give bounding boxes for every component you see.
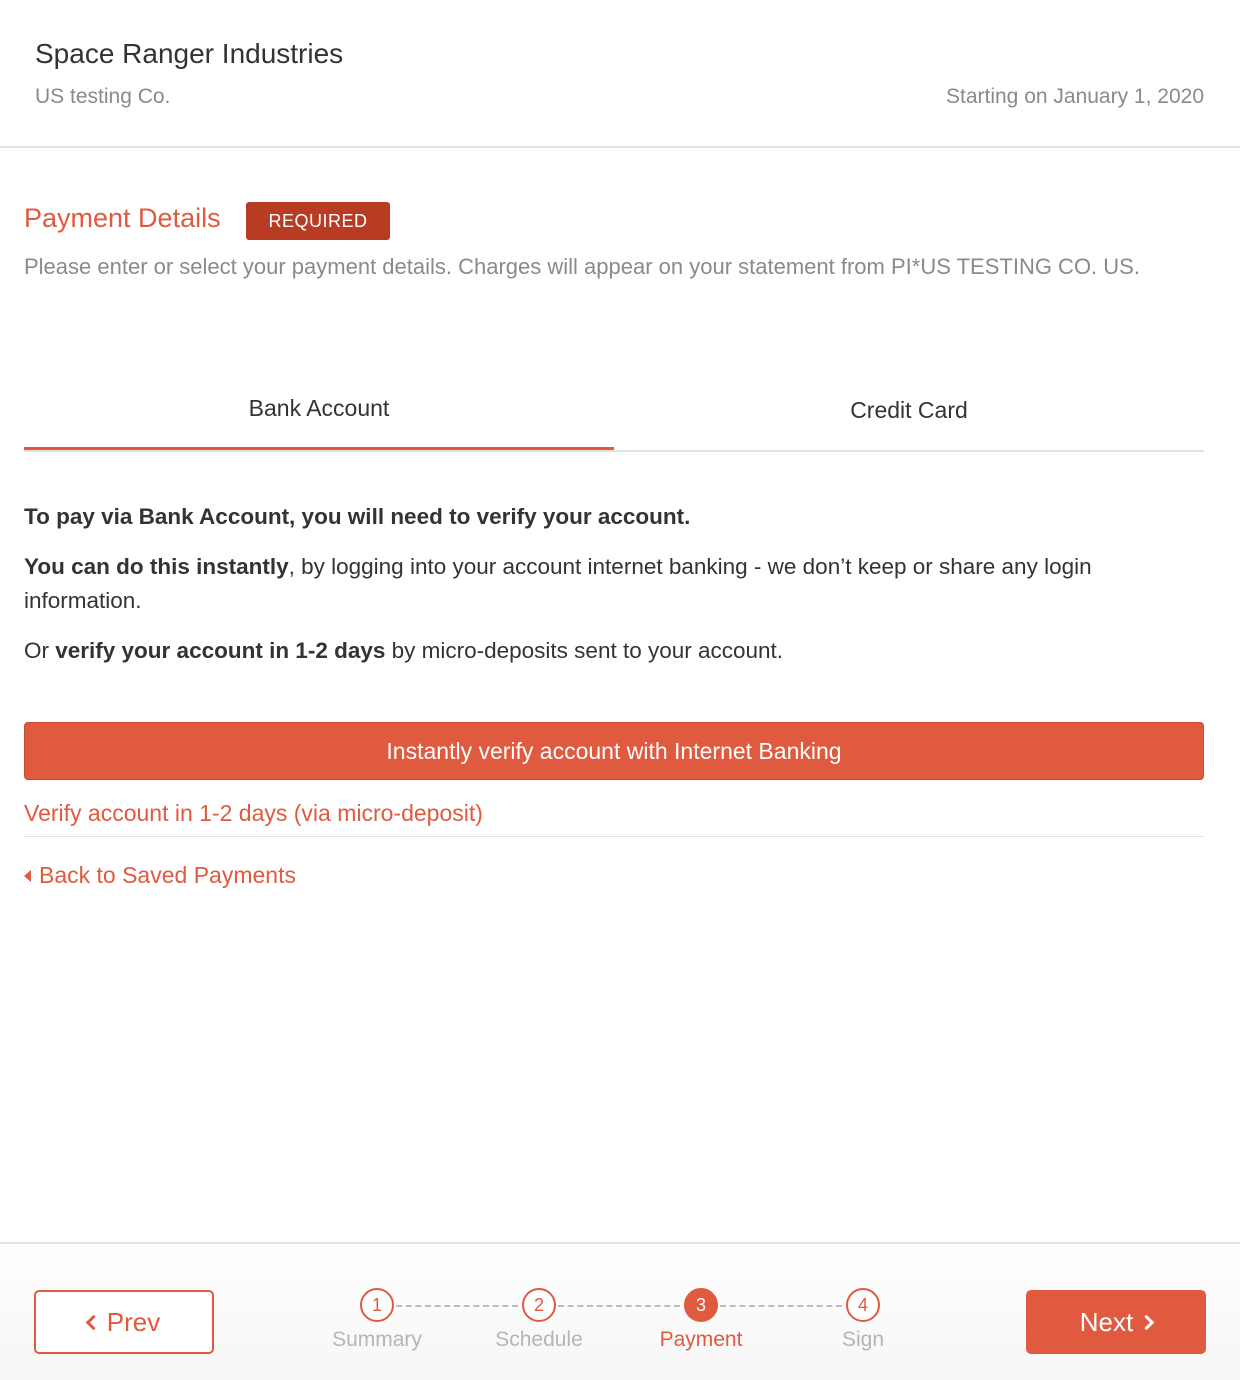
subcompany-name: US testing Co. [35, 85, 171, 108]
prev-label: Prev [106, 1306, 161, 1337]
bank-info [24, 500, 1214, 684]
info-line-3-rest: by micro-deposits sent to your account. [385, 638, 784, 663]
required-badge: REQUIRED [246, 202, 390, 240]
info-line-3-pre: Or [24, 638, 56, 663]
info-line-1-text: To pay via Bank Account, you will need to verify your account. [24, 504, 691, 529]
info-line-2-bold: You can do this instantly [24, 554, 289, 579]
step-label: Sign [841, 1328, 885, 1351]
divider [24, 836, 1204, 837]
chevron-right-icon [1139, 1314, 1155, 1330]
step-number: 3 [684, 1288, 718, 1322]
header [0, 0, 1240, 148]
next-label: Next [1079, 1306, 1134, 1337]
info-line-3 [24, 634, 1214, 668]
tab-bank-account[interactable]: Bank Account [24, 370, 614, 450]
payment-method-tabs [24, 370, 1204, 452]
payment-description: Please enter or select your payment details. Charges will appear on your statement from PI*US TESTING CO. US. [24, 254, 1140, 279]
step-label: Summary [332, 1328, 422, 1351]
caret-left-icon [24, 870, 31, 882]
step-summary[interactable] [307, 1288, 447, 1352]
start-date: Starting on January 1, 2020 [945, 85, 1204, 108]
back-to-saved-payments-link[interactable] [24, 862, 296, 889]
info-line-2-rest: , by logging into your account internet banking - we don’t keep or share any login information. [24, 554, 1092, 613]
next-button[interactable] [1026, 1290, 1206, 1354]
back-link-label: Back to Saved Payments [39, 862, 296, 888]
micro-deposit-link[interactable]: Verify account in 1-2 days (via micro-deposit) [24, 800, 483, 826]
step-sign[interactable] [793, 1288, 933, 1352]
step-number: 2 [522, 1288, 556, 1322]
step-payment[interactable] [631, 1288, 771, 1352]
info-line-1 [24, 500, 1214, 534]
footer [0, 1242, 1240, 1380]
company-name: Space Ranger Industries [35, 38, 344, 69]
payment-details-title: Payment Details [24, 203, 221, 233]
info-line-2 [24, 550, 1214, 618]
step-label: Payment [659, 1328, 743, 1351]
info-line-3-bold: verify your account in 1-2 days [55, 638, 386, 663]
step-schedule[interactable] [469, 1288, 609, 1352]
tab-credit-card[interactable]: Credit Card [850, 396, 968, 423]
step-number: 1 [360, 1288, 394, 1322]
step-label: Schedule [495, 1328, 583, 1351]
instant-verify-button[interactable]: Instantly verify account with Internet Banking [24, 722, 1204, 780]
step-number: 4 [846, 1288, 880, 1322]
